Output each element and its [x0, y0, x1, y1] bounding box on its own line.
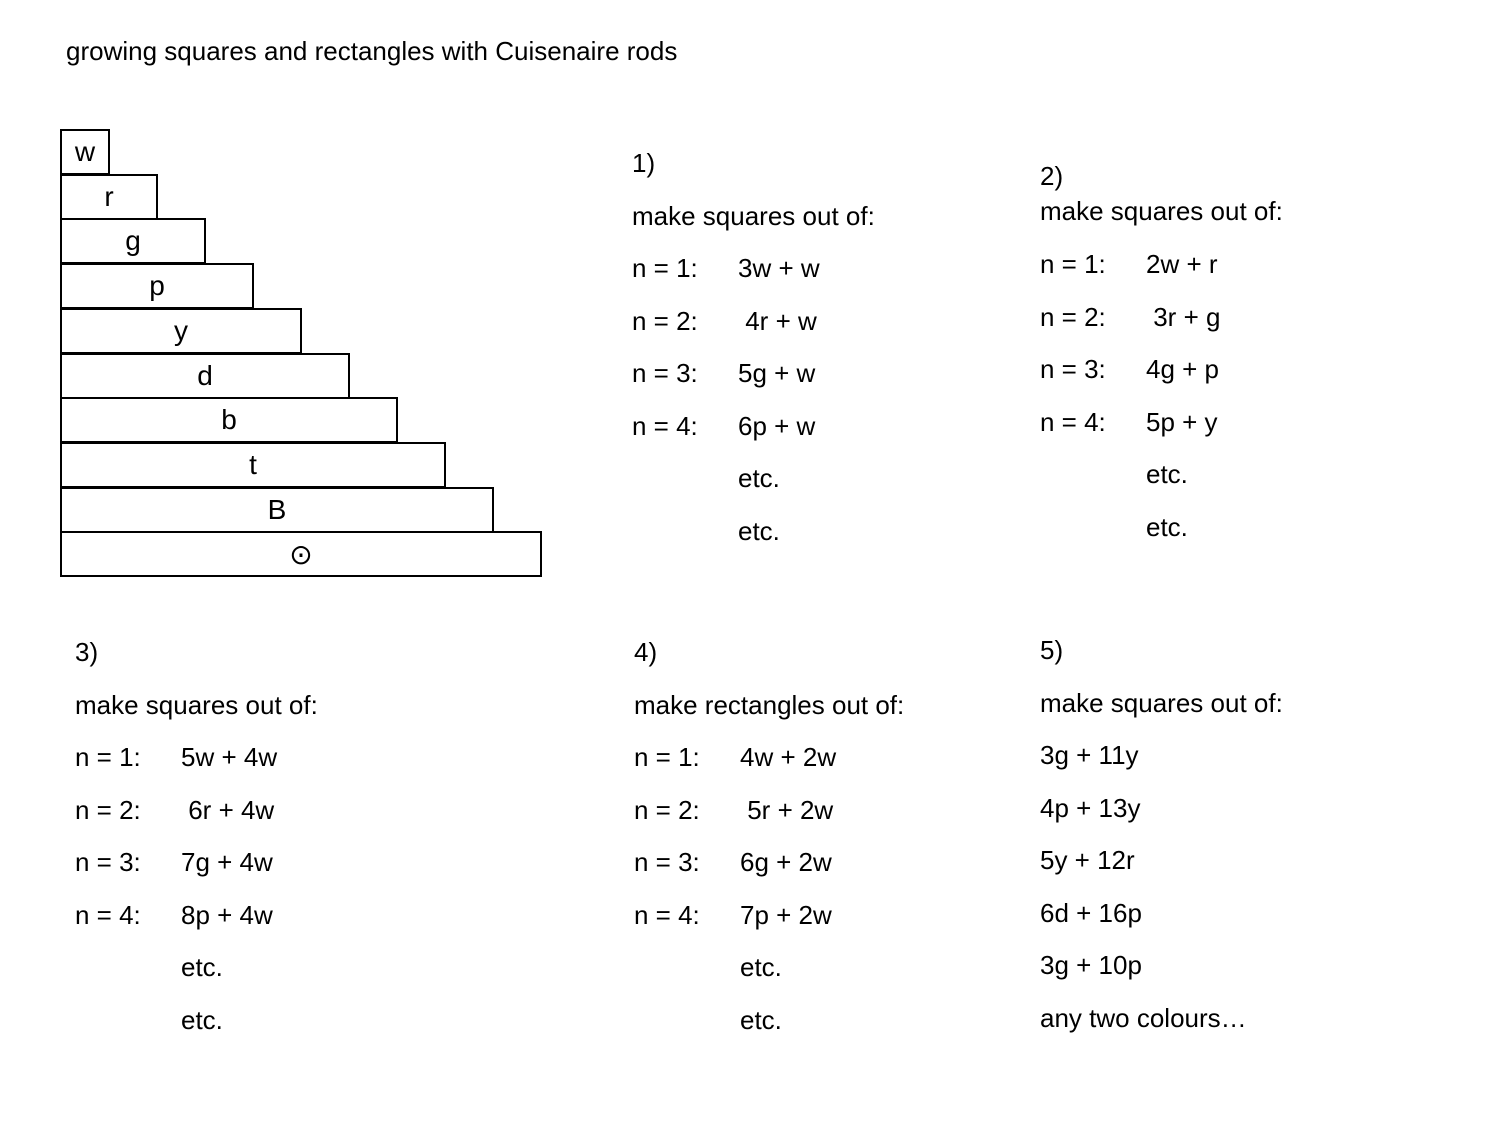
- rod-label: t: [249, 448, 257, 480]
- rod-4: [60, 263, 254, 309]
- row-label: n = 2:: [75, 794, 141, 825]
- row-expression: 4g + p: [1146, 354, 1220, 384]
- row-expression: 4r + w: [738, 305, 817, 336]
- row-expression: 6d + 16p: [1040, 897, 1142, 928]
- row-expression: 6p + w: [738, 410, 816, 441]
- row-expression: 2w + r: [1146, 249, 1218, 279]
- rod-label: r: [104, 180, 114, 212]
- section-instruction: make squares out of:: [75, 690, 318, 720]
- row-label: n = 4:: [1040, 406, 1106, 437]
- rod-label: b: [221, 404, 237, 436]
- page-title: growing squares and rectangles with Cuisenaire rods: [66, 36, 678, 66]
- rod-3: [60, 218, 206, 264]
- section-number: 2): [1040, 161, 1064, 191]
- rod-8: [60, 442, 446, 488]
- row-label: n = 1:: [75, 742, 141, 772]
- row-label: n = 1:: [1040, 249, 1106, 279]
- row-label: n = 4:: [75, 899, 141, 930]
- rod-7: [60, 397, 398, 443]
- row-label: n = 4:: [632, 410, 698, 441]
- row-label: n = 1:: [632, 253, 698, 283]
- rod-9: [60, 487, 494, 533]
- row-expression: 3w + w: [738, 253, 820, 283]
- row-label: n = 2:: [1040, 301, 1106, 332]
- row-expression: 7p + 2w: [740, 899, 832, 930]
- row-label: n = 2:: [632, 305, 698, 336]
- row-expression: 3r + g: [1146, 301, 1221, 332]
- row-expression: 6g + 2w: [740, 847, 832, 878]
- row-expression: 3g + 11y: [1040, 740, 1139, 770]
- row-expression: 4w + 2w: [740, 742, 837, 772]
- rod-label: g: [125, 225, 141, 257]
- rod-label: B: [267, 493, 287, 525]
- row-label: n = 3:: [1040, 354, 1106, 384]
- section-number: 1): [632, 148, 656, 178]
- row-label: n = 4:: [634, 899, 700, 930]
- row-expression: 7g + 4w: [181, 847, 273, 878]
- rod-label: y: [174, 314, 188, 346]
- section-number: 4): [634, 637, 658, 667]
- rod-label: ⊙: [289, 538, 313, 570]
- row-expression: 5r + 2w: [740, 794, 834, 825]
- section-instruction: make squares out of:: [632, 201, 875, 231]
- row-label: n = 3:: [634, 847, 700, 878]
- section-number: 3): [75, 637, 99, 667]
- section-instruction: make rectangles out of:: [634, 690, 905, 720]
- rod-10: [60, 531, 542, 577]
- row-expression: etc.: [1146, 511, 1188, 542]
- row-label: n = 3:: [75, 847, 141, 878]
- row-expression: 5p + y: [1146, 406, 1218, 437]
- row-expression: etc.: [1146, 459, 1188, 489]
- row-expression: 6r + 4w: [181, 794, 275, 825]
- row-label: n = 2:: [634, 794, 700, 825]
- row-expression: etc.: [181, 1005, 223, 1035]
- rod-label: w: [74, 136, 96, 167]
- row-expression: etc.: [181, 952, 223, 983]
- row-label: n = 3:: [632, 358, 698, 388]
- rod-1: [60, 129, 110, 175]
- rod-label: p: [149, 270, 165, 302]
- rod-6: [60, 353, 350, 399]
- row-expression: 5w + 4w: [181, 742, 278, 772]
- rod-label: d: [197, 359, 213, 391]
- row-expression: etc.: [738, 515, 780, 546]
- rod-5: [60, 308, 302, 354]
- row-expression: etc.: [738, 463, 780, 493]
- row-label: n = 1:: [634, 742, 700, 772]
- row-expression: 4p + 13y: [1040, 792, 1141, 823]
- section-instruction: make squares out of:: [1040, 196, 1283, 226]
- row-expression: etc.: [740, 952, 782, 983]
- row-expression: 5y + 12r: [1040, 845, 1135, 876]
- section-instruction: make squares out of:: [1040, 688, 1283, 718]
- row-expression: 5g + w: [738, 358, 816, 388]
- row-expression: 3g + 10p: [1040, 950, 1142, 981]
- row-expression: etc.: [740, 1005, 782, 1035]
- section-number: 5): [1040, 635, 1064, 665]
- row-expression: 8p + 4w: [181, 899, 273, 930]
- rod-2: [60, 174, 158, 220]
- row-expression: any two colours…: [1040, 1003, 1247, 1033]
